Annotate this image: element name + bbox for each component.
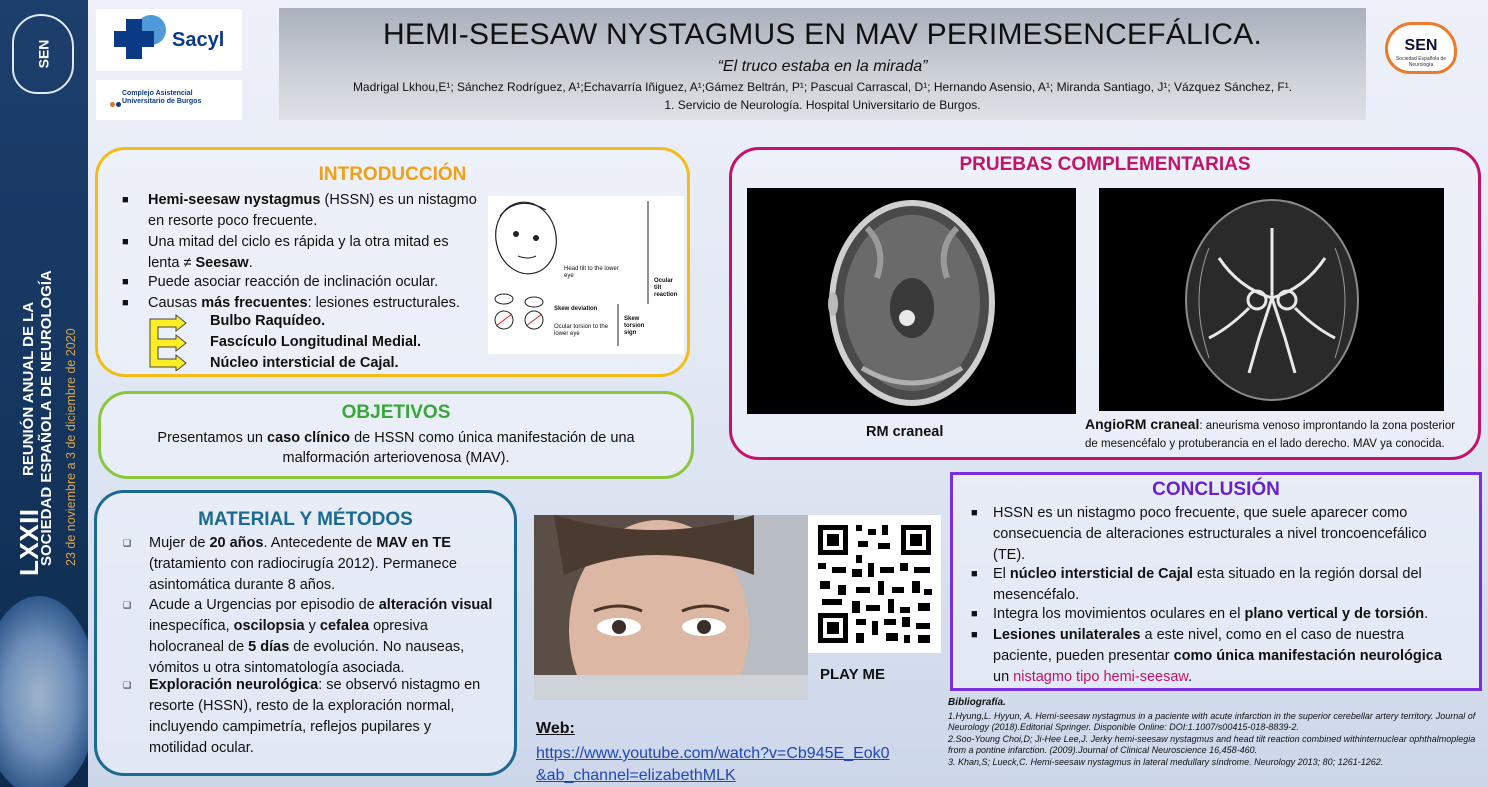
methods-title: MATERIAL Y MÉTODOS xyxy=(198,509,413,530)
cause-2: Fascículo Longitudinal Medial. xyxy=(210,334,422,350)
patient-video-thumbnail[interactable] xyxy=(534,515,808,700)
qr-code-icon xyxy=(808,515,941,653)
intro-bullet-2: ■ Una mitad del ciclo es rápida y la otra mitad es lenta ≠ Seesaw. xyxy=(122,234,449,271)
mri-caption: RM craneal xyxy=(866,424,944,440)
conclusion-item-4: ■ Lesiones unilaterales a este nivel, como en el caso de nuestra paciente, pueden presentar como única manifestación neurológica un nistagmo tipo hemi-seesaw. xyxy=(971,627,1442,685)
conclusion-panel xyxy=(950,472,1482,691)
conclusion-item-2: ■ El núcleo intersticial de Cajal esta situado en la región dorsal del mesencéfalo. xyxy=(971,566,1422,603)
intro-panel xyxy=(95,147,690,377)
poster-header xyxy=(279,8,1366,120)
intro-bullet-4: ■ Causas más frecuentes: lesiones estructurales. xyxy=(122,295,460,311)
banner-dates: 23 de noviembre a 3 de diciembre de 2020 xyxy=(64,328,78,566)
sen-logo: SEN Sociedad Española de Neurología xyxy=(1385,22,1457,74)
conclusion-title: CONCLUSIÓN xyxy=(1152,479,1280,500)
angio-caption: AngioRM craneal: aneurisma venoso improntando la zona posterior de mesencéfalo y protuberancia en el lado derecho. MAV ya conocida. xyxy=(1085,416,1456,450)
intro-bullet-3: ■ Puede asociar reacción de inclinación ocular. xyxy=(122,274,439,290)
angio-mri-image xyxy=(1099,188,1444,411)
conclusion-item-3: ■ Integra los movimientos oculares en el plano vertical y de torsión. xyxy=(971,606,1429,622)
brain-decoration xyxy=(0,596,88,787)
banner-line-2: SOCIEDAD ESPAÑOLA DE NEUROLOGÍA xyxy=(38,270,55,566)
event-banner xyxy=(0,0,88,787)
methods-panel xyxy=(94,490,517,776)
author-list: Madrigal Lkhou,E¹; Sánchez Rodríguez, A¹;Echavarría Iñiguez, A¹;Gámez Beltrán, P¹; Pascual Carrascal, D¹; Hernando Asensio, A¹; Miranda Santiago, J¹; Vázquez Sánchez, F¹. xyxy=(352,80,1293,94)
sen-badge-logo: SEN xyxy=(12,14,74,94)
video-qr-code[interactable] xyxy=(808,515,941,653)
intro-bullet-1: ■ Hemi-seesaw nystagmus (HSSN) es un nistagmo en resorte poco frecuente. xyxy=(122,192,477,229)
mri-axial-image xyxy=(747,188,1076,414)
causes-arrow-icon xyxy=(146,313,188,371)
objectives-text: Presentamos un caso clínico de HSSN como única manifestación de una malformación arteriovenosa (MAV). xyxy=(157,430,635,466)
tests-title: PRUEBAS COMPLEMENTARIAS xyxy=(959,154,1251,175)
bibliography-title: Bibliografía. xyxy=(948,697,1006,708)
poster-subtitle: “El truco estaba en la mirada” xyxy=(717,58,928,75)
objectives-panel xyxy=(98,391,694,479)
bibliography-ref-2: 2.Soo-Young Choi,D; Ji-Hee Lee,J. Jerky hemi-seesaw nystagmus and head tilt reaction combined withinternuclear ophthalmoplegia from a pontine infarction. (2009).Journal of Clinical Neuroscience 16,458-460. xyxy=(948,733,1476,755)
bibliography xyxy=(948,697,1484,768)
intro-title: INTRODUCCIÓN xyxy=(318,164,467,185)
play-me-label: PLAY ME xyxy=(820,666,886,683)
poster-title: HEMI-SEESAW NYSTAGMUS EN MAV PERIMESENCEFÁLICA. xyxy=(383,18,1262,51)
sacyl-logo: Sacyl xyxy=(96,9,242,71)
angiography-scan xyxy=(1099,188,1444,411)
fig-label-skew: Skew deviation xyxy=(554,306,598,312)
affiliation: 1. Servicio de Neurología. Hospital Universitario de Burgos. xyxy=(664,98,981,112)
methods-item-2: ❑ Acude a Urgencias por episodio de alteración visual inespecífica, oscilopsia y cefalea opresiva holocraneal de 5 días de evolución. No nauseas, vómitos u otra sintomatología asociada. xyxy=(123,597,493,676)
ocular-tilt-figure xyxy=(488,196,684,354)
banner-line-1: REUNIÓN ANUAL DE LA xyxy=(20,301,37,476)
fig-label-torsion: Ocular torsion to the lower eye xyxy=(554,324,609,337)
cause-1: Bulbo Raquídeo. xyxy=(210,313,326,329)
bibliography-ref-1: 1.Hyung,L. Hyyun, A. Hemi-seesaw nystagmus in a paciente with acute infarction in the superior cerebellar artery territory. Journal of Neurology (2018).Editorial Springer. Disponible Online: DOI:1.1007/s00415-018-8839-2. xyxy=(948,710,1476,732)
fig-label-head-tilt: Head tilt to the lower eye xyxy=(564,266,619,279)
fig-label-skew-sign: Skew torsion sign xyxy=(624,316,645,336)
youtube-link[interactable]: https://www.youtube.com/watch?v=Cb945E_Eok0 &ab_channel=elizabethMLK xyxy=(536,745,890,784)
web-label: Web: xyxy=(536,720,575,737)
brain-mri-scan xyxy=(747,188,1076,414)
fig-label-ocular-tilt: Ocular tilt reaction xyxy=(654,278,678,298)
cause-3: Núcleo intersticial de Cajal. xyxy=(210,355,399,371)
banner-edition: LXXII xyxy=(14,508,44,576)
methods-item-3: ❑ Exploración neurológica: se observó nistagmo en resorte (HSSN), resto de la exploración normal, incluyendo campimetría, reflejos pupilares y motilidad ocular. xyxy=(123,677,481,756)
hospital-logo: Complejo Asistencial Universitario de Burgos xyxy=(96,80,242,120)
bibliography-ref-3: 3. Khan,S; Lueck,C. Hemi-seesaw nystagmus in lateral medullary síndrome. Neurology 2013; 80; 1261-1262. xyxy=(948,756,1384,767)
methods-item-1: ❑ Mujer de 20 años. Antecedente de MAV en TE (tratamiento con radiocirugía 2012). Permanece asintomática durante 8 años. xyxy=(123,535,457,593)
objectives-title: OBJETIVOS xyxy=(341,402,451,423)
conclusion-item-1: ■ HSSN es un nistagmo poco frecuente, que suele aparecer como consecuencia de alteraciones estructurales a nivel troncoencefálico (TE). xyxy=(971,505,1427,563)
patient-face-image xyxy=(534,515,808,700)
